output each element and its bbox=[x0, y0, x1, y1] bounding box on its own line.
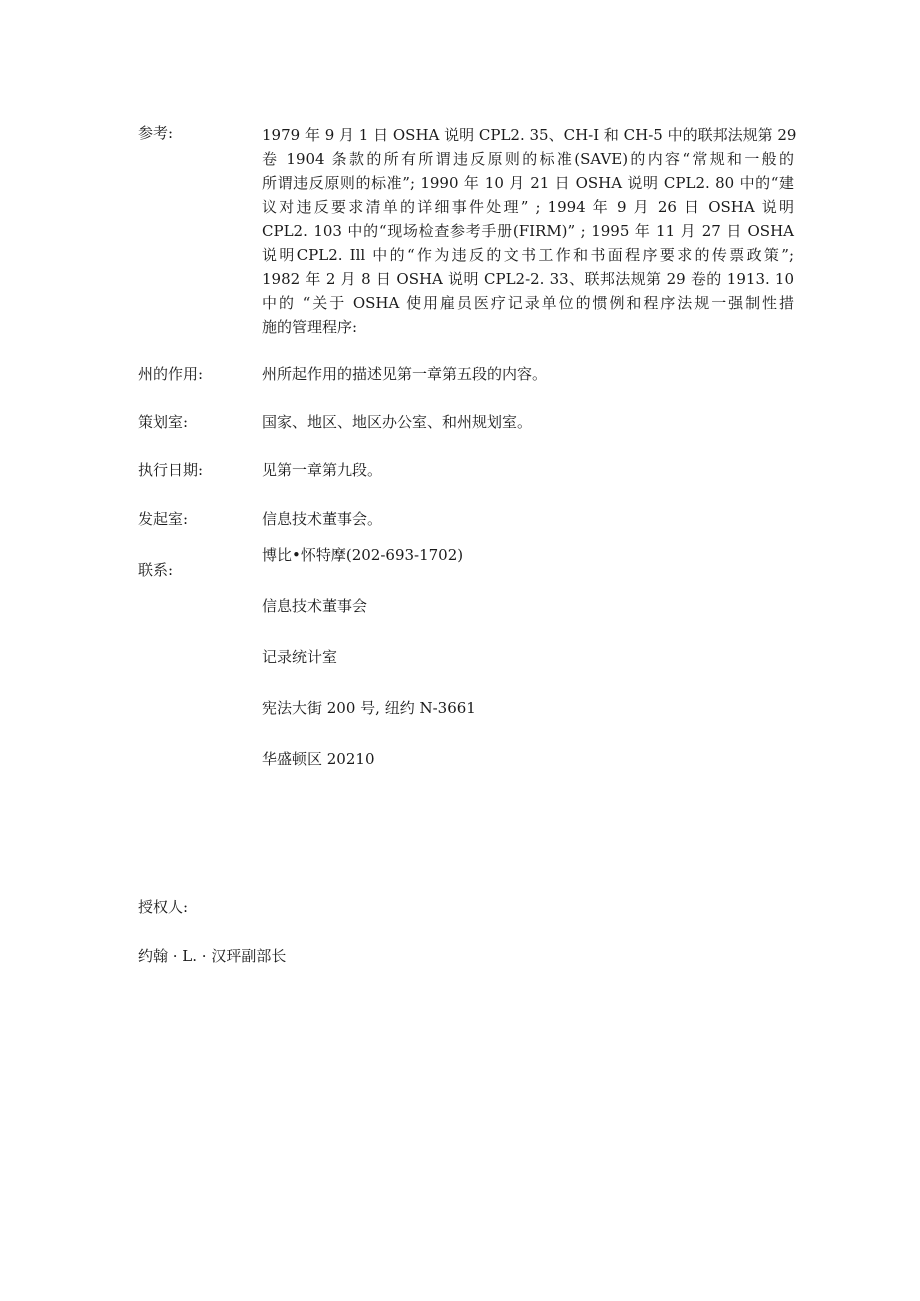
references-body bbox=[262, 123, 797, 339]
references-line: CPL2. 103 中的“现场检查参考手册(FIRM)” ; 1995 年 11 月 27 日 OSHA bbox=[262, 222, 794, 240]
authorization-label: 授权人: bbox=[138, 898, 189, 916]
contact-name: 博比•怀特摩(202-693-1702) bbox=[262, 546, 464, 564]
state-role-label: 州的作用: bbox=[138, 365, 204, 383]
contact-city-zip: 华盛顿区 20210 bbox=[262, 750, 375, 768]
references-line: 议对违反要求清单的详细事件处理” ; 1994 年 9 月 26 日 OSHA 说明 bbox=[262, 198, 794, 216]
authorization-signatory: 约翰 · L. · 汉玶副部长 bbox=[138, 947, 287, 965]
references-label: 参考: bbox=[138, 124, 174, 142]
effective-date-label: 执行日期: bbox=[138, 461, 204, 479]
references-line: 1982 年 2 月 8 日 OSHA 说明 CPL2-2. 33、联邦法规第 29 卷的 1913. 10 bbox=[262, 270, 794, 288]
contact-street-address: 宪法大街 200 号, 纽约 N-3661 bbox=[262, 699, 476, 717]
contact-office: 记录统计室 bbox=[262, 648, 338, 666]
contact-department: 信息技术董事会 bbox=[262, 597, 368, 615]
planning-office-label: 策划室: bbox=[138, 413, 189, 431]
originating-office-value: 信息技术董事会。 bbox=[262, 510, 383, 528]
references-line: 1979 年 9 月 1 日 OSHA 说明 CPL2. 35、CH-I 和 CH-5 中的联邦法规第 29 bbox=[262, 126, 797, 144]
contact-label: 联系: bbox=[138, 561, 174, 579]
references-line: 说明CPL2. Ill 中的“作为违反的文书工作和书面程序要求的传票政策”; bbox=[262, 246, 794, 264]
effective-date-value: 见第一章第九段。 bbox=[262, 461, 383, 479]
state-role-value: 州所起作用的描述见第一章第五段的内容。 bbox=[262, 365, 548, 383]
references-line: 所谓违反原则的标准”; 1990 年 10 月 21 日 OSHA 说明 CPL2. 80 中的“建 bbox=[262, 174, 794, 192]
planning-office-value: 国家、地区、地区办公室、和州规划室。 bbox=[262, 413, 533, 431]
references-line: 中的 “关于 OSHA 使用雇员医疗记录单位的惯例和程序法规一强制性措 bbox=[262, 294, 794, 312]
references-line: 卷 1904 条款的所有所谓违反原则的标准(SAVE)的内容“常规和一般的 bbox=[262, 150, 794, 168]
references-line: 施的管理程序: bbox=[262, 318, 358, 336]
originating-office-label: 发起室: bbox=[138, 510, 189, 528]
